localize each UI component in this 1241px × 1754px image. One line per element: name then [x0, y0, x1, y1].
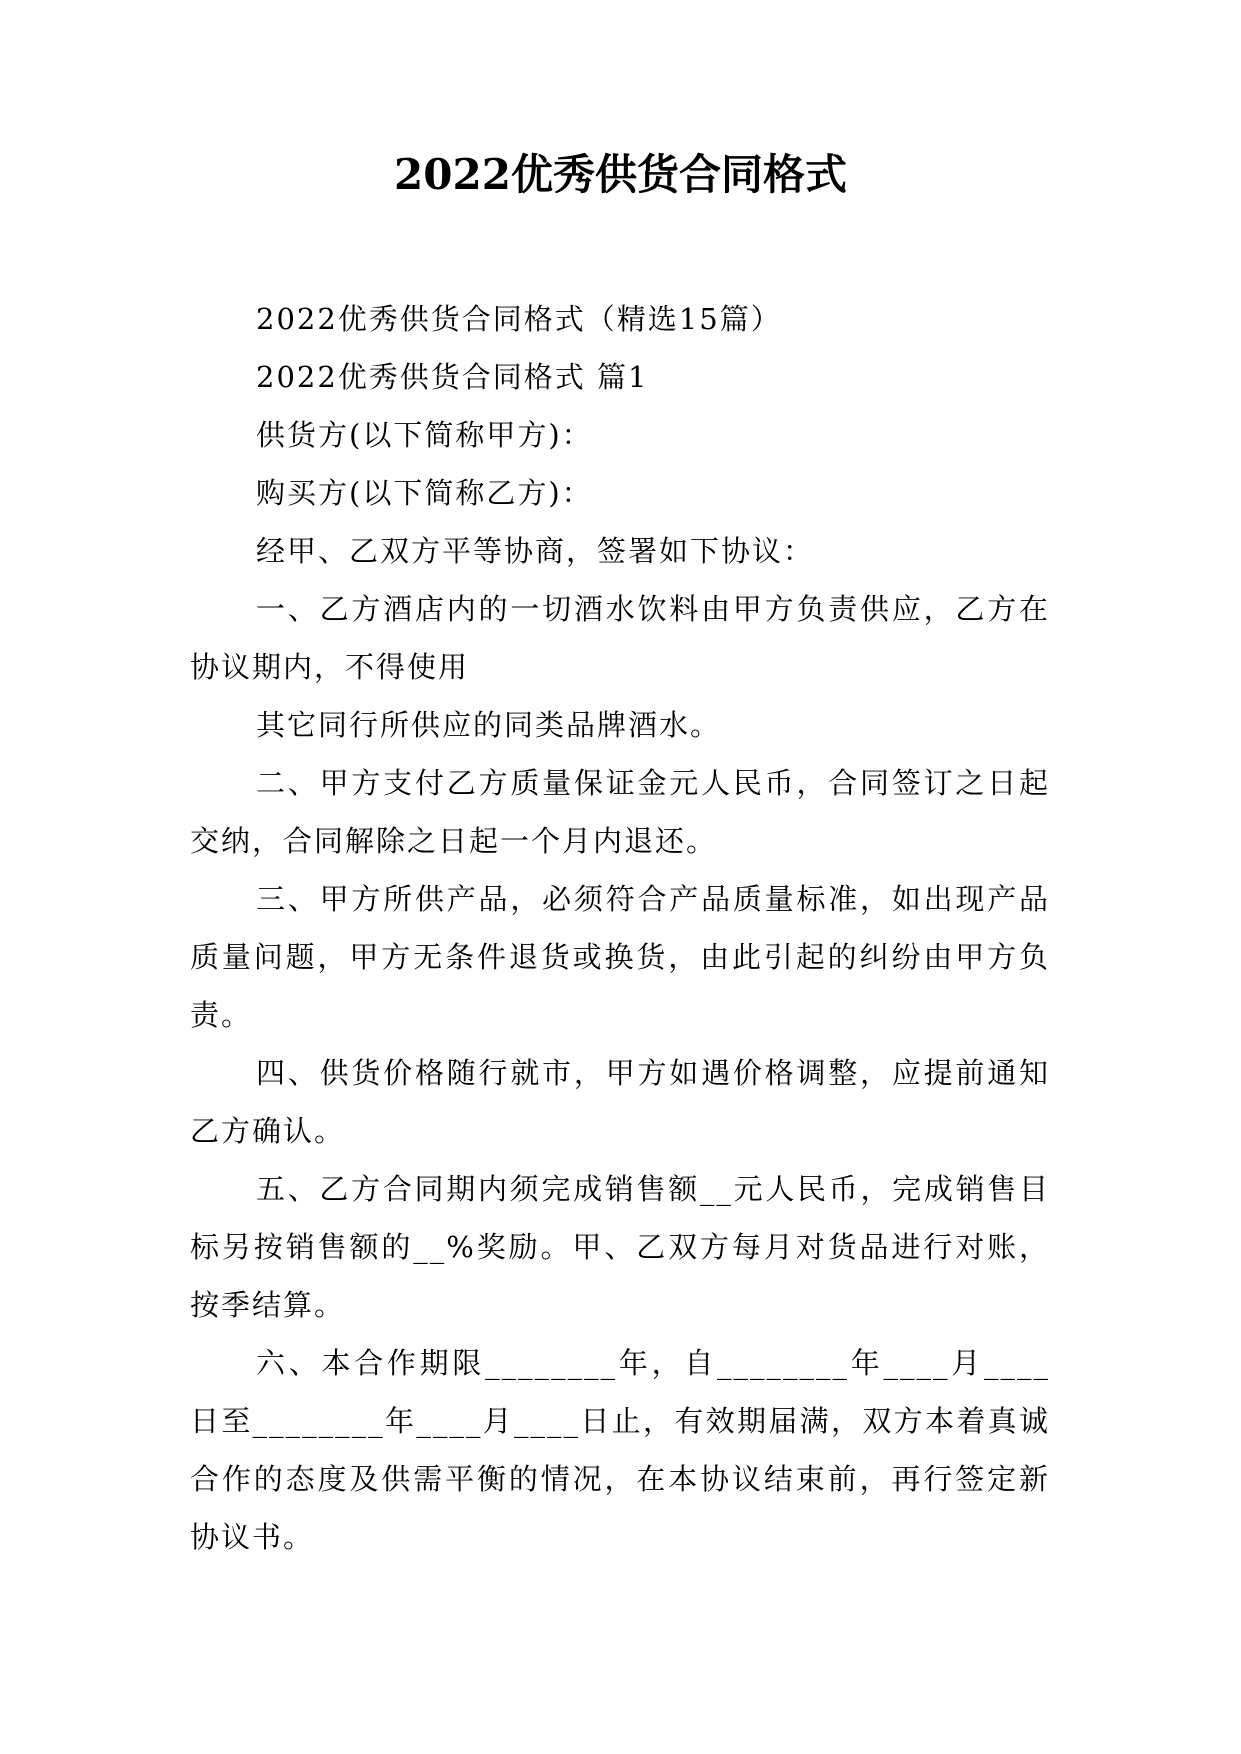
- paragraph-clause-2: 二、甲方支付乙方质量保证金元人民币，合同签订之日起交纳，合同解除之日起一个月内退还。: [190, 766, 1050, 858]
- paragraph-clause-3: 三、甲方所供产品，必须符合产品质量标准，如出现产品质量问题，甲方无条件退货或换货，由此引起的纠纷由甲方负责。: [190, 882, 1050, 1032]
- paragraph-section-heading: 2022优秀供货合同格式 篇1: [256, 360, 649, 394]
- paragraph-intro: 经甲、乙双方平等协商，签署如下协议：: [256, 534, 815, 568]
- paragraph-clause-1: 一、乙方酒店内的一切酒水饮料由甲方负责供应，乙方在协议期内，不得使用: [190, 592, 1050, 684]
- paragraph-clause-5: 五、乙方合同期内须完成销售额__元人民币，完成销售目标另按销售额的__%奖励。甲、乙双方每月对货品进行对账，按季结算。: [190, 1172, 1050, 1322]
- paragraph-clause-4: 四、供货价格随行就市，甲方如遇价格调整，应提前通知乙方确认。: [190, 1056, 1050, 1148]
- paragraph-buyer: 购买方(以下简称乙方)：: [256, 476, 593, 510]
- document-body: [190, 290, 1050, 1566]
- paragraph-supplier: 供货方(以下简称甲方)：: [256, 418, 593, 452]
- paragraph-clause-6: 六、本合作期限________年，自________年____月____日至________年____月____日止，有效期届满，双方本着真诚合作的态度及供需平衡的情况，在本协议结束前，再行签定新协议书。: [190, 1346, 1050, 1554]
- document-title: 2022优秀供货合同格式: [394, 150, 847, 199]
- paragraph-clause-1-cont: 其它同行所供应的同类品牌酒水。: [256, 708, 722, 742]
- paragraph-subtitle: 2022优秀供货合同格式（精选15篇）: [256, 302, 782, 336]
